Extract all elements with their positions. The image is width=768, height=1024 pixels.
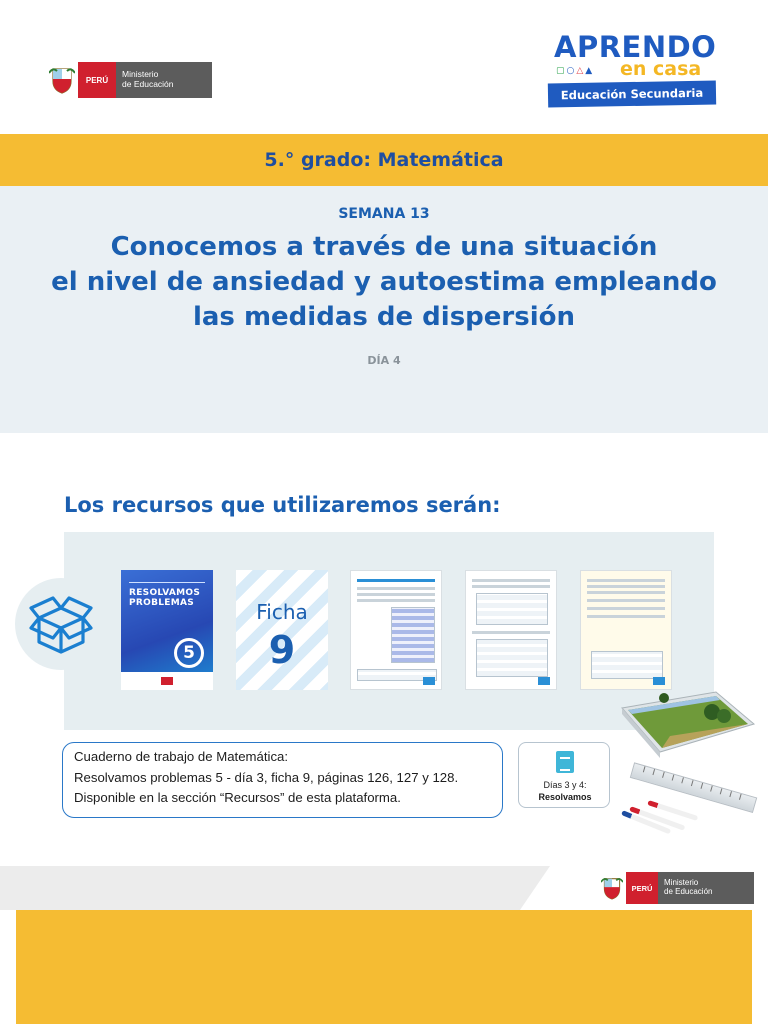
open-box-icon [15, 578, 107, 670]
footer-minedu-logo [598, 872, 754, 904]
workbook-page-thumbnail [580, 570, 672, 690]
page-table [591, 651, 663, 679]
workbook-page-thumbnail [350, 570, 442, 690]
day-label: DÍA 4 [367, 354, 401, 367]
document-icon [556, 751, 574, 773]
workbook-cover [121, 570, 213, 690]
landscape-photo [620, 690, 756, 760]
peru-coat-of-arms-icon [598, 872, 626, 904]
page-header [0, 0, 768, 134]
peru-coat-of-arms-icon [46, 62, 78, 98]
page-badge [538, 677, 550, 685]
workbook-title-line2: PROBLEMAS [129, 598, 195, 608]
footer-yellow-block [16, 910, 752, 1024]
education-level-badge: Educación Secundaria [548, 81, 716, 108]
text-line [472, 585, 550, 588]
en-casa-word: en casa [620, 58, 702, 80]
title-line-1: Conocemos a través de una situación [110, 232, 658, 262]
peru-label: PERÚ [78, 62, 116, 98]
info-line-1: Cuaderno de trabajo de Matemática: [74, 749, 289, 764]
title-line-2: el nivel de ansiedad y autoestima empleando [51, 267, 717, 297]
peru-label: PERÚ [626, 872, 658, 904]
minedu-logo [46, 62, 212, 98]
title-line-3: las medidas de dispersión [192, 302, 576, 332]
ficha-word: Ficha [256, 600, 308, 624]
grade-label: 5.° grado: Matemática [264, 149, 504, 171]
ficha-number: 9 [268, 628, 296, 672]
grade-band [0, 134, 768, 186]
ministerio-label [658, 872, 754, 904]
text-line [472, 579, 550, 582]
aprendo-en-casa-logo [546, 30, 718, 108]
text-line [357, 599, 435, 602]
days-card [518, 742, 610, 808]
text-line [587, 579, 665, 582]
text-line [587, 607, 665, 610]
text-line [357, 587, 435, 590]
workbook-title [129, 588, 200, 608]
info-line-3: Disponible en la sección “Recursos” de esta plataforma. [74, 790, 401, 805]
text-line [587, 585, 665, 588]
ficha-cover [236, 570, 328, 690]
ministerio-line1: Ministerio [664, 878, 699, 887]
title-panel [0, 186, 768, 433]
text-line [587, 599, 665, 602]
resources-heading: Los recursos que utilizaremos serán: [64, 493, 501, 517]
ministerio-line1: Ministerio [122, 69, 159, 79]
text-line [472, 631, 550, 634]
page-table [391, 607, 435, 663]
info-line-2: Resolvamos problemas 5 - día 3, ficha 9, páginas 126, 127 y 128. [74, 769, 459, 785]
ministerio-line2: de Educación [122, 79, 174, 89]
ministerio-line2: de Educación [664, 887, 713, 896]
week-label: SEMANA 13 [338, 206, 430, 222]
text-line [587, 591, 665, 594]
aprendo-word: APRENDO [554, 30, 717, 64]
colored-shapes-icon: ▢○△▲ [556, 66, 595, 76]
page-badge [653, 677, 665, 685]
page-header-bar [357, 579, 435, 582]
ministerio-label [116, 62, 212, 98]
page-badge [423, 677, 435, 685]
text-line [357, 593, 435, 596]
workbook-number: 5 [174, 638, 204, 668]
text-line [587, 615, 665, 618]
page-table [476, 639, 548, 677]
days-card-line-2: Resolvamos [538, 792, 592, 802]
workbook-page-thumbnail [465, 570, 557, 690]
page-title [20, 230, 748, 335]
cover-footer [121, 672, 213, 690]
workbook-title-line1: RESOLVAMOS [129, 588, 201, 598]
page-table [476, 593, 548, 625]
days-card-line-1: Días 3 y 4: [543, 780, 587, 790]
workbook-info-box [62, 742, 503, 818]
minedu-mini-logo-icon [161, 677, 173, 685]
